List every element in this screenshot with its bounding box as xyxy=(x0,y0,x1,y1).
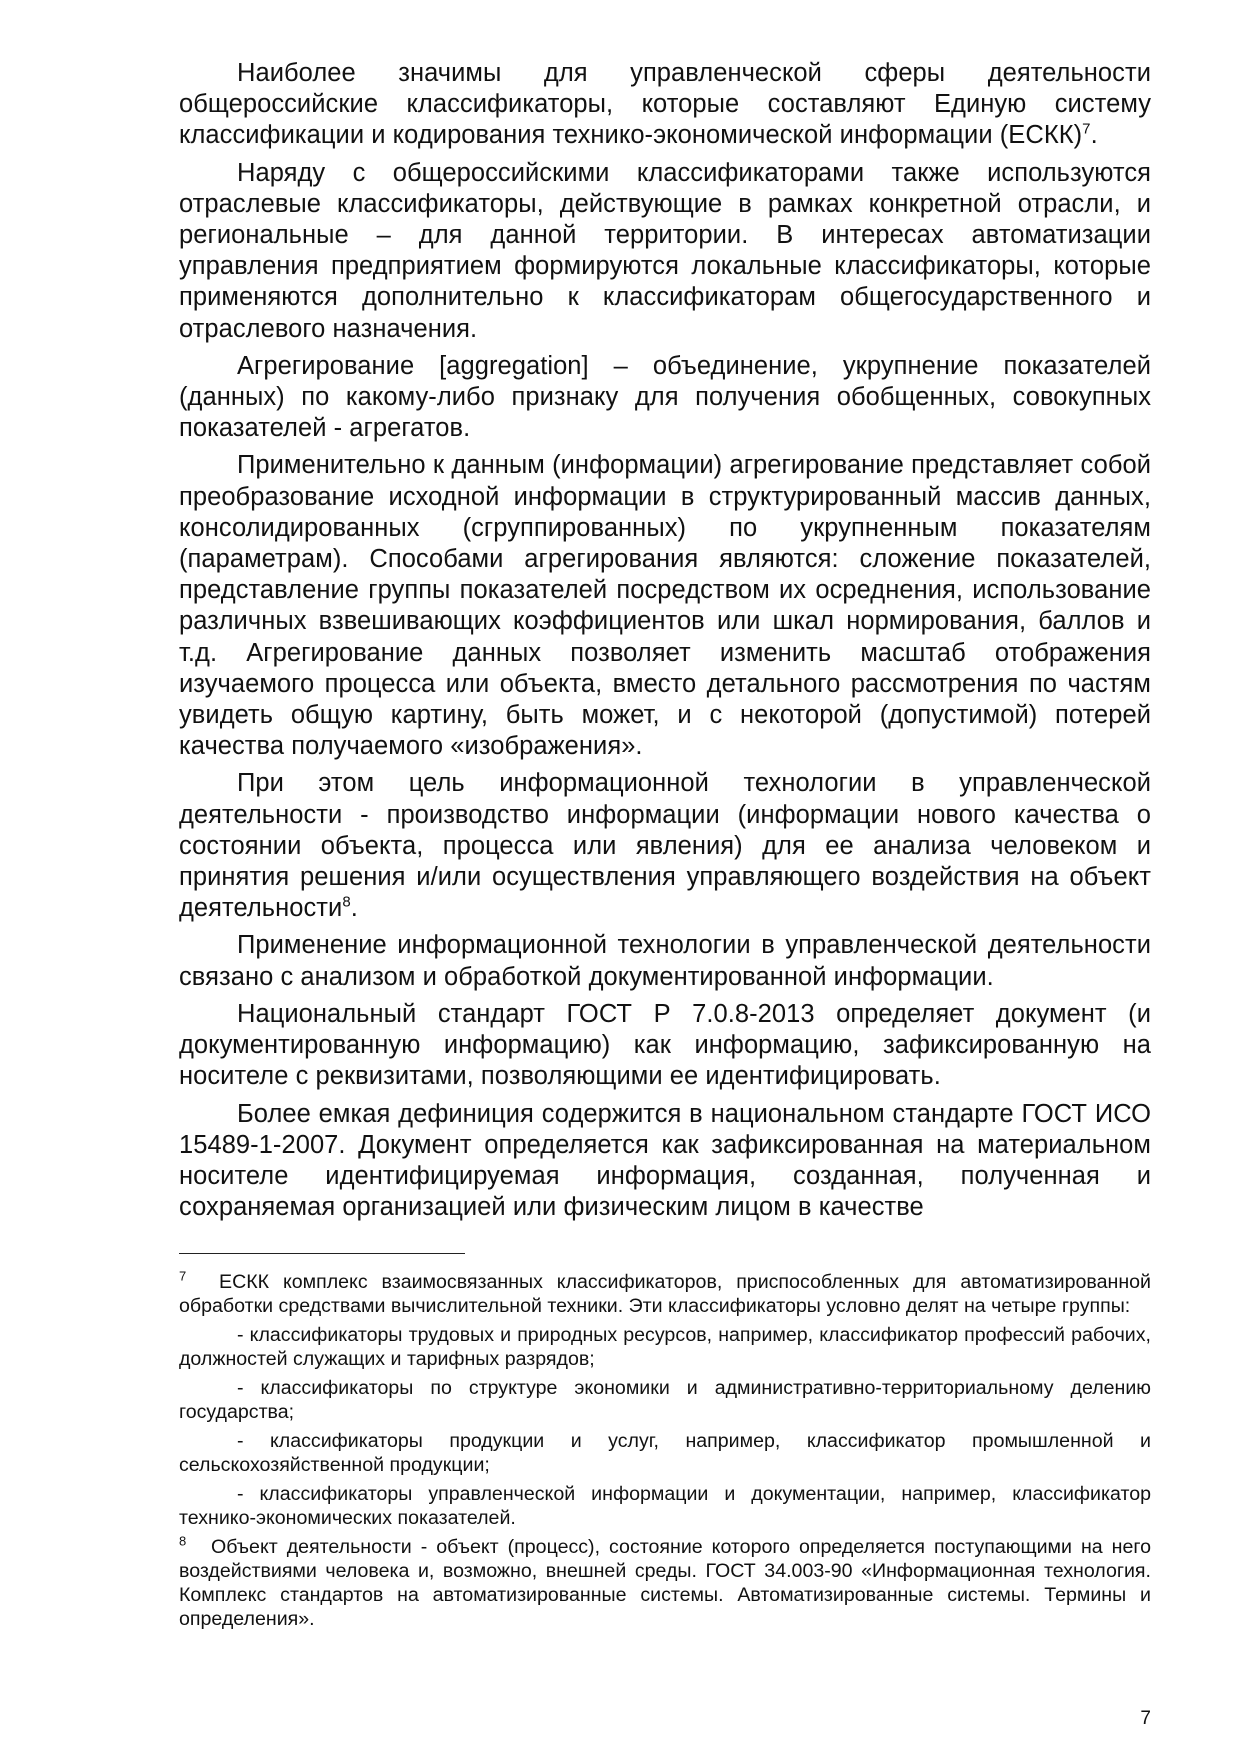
footnote-ref-8[interactable]: 8 xyxy=(342,893,351,911)
footnote-7 xyxy=(179,1270,1151,1318)
paragraph-5 xyxy=(179,768,1151,924)
footnotes xyxy=(179,1253,1151,1636)
paragraph-2: Наряду с общероссийскими классификаторами также используются отраслевые классификаторы, действующие в рамках конкретной отрасли, и региональные – для данной территории. В интересах автоматизации управления предприятием формируются локальные классификаторы, которые применяются дополнительно к классификаторам общегосударственного и отраслевого назначения. xyxy=(179,158,1151,343)
paragraph-4: Применительно к данным (информации) агрегирование представляет собой преобразование исходной информации в структурированный массив данных, консолидированных (сгруппированных) по укрупненным показателям (параметрам). Способами агрегирования являются: сложение показателей, представление группы показателей посредством их осреднения, использование различных взвешивающих коэффициентов или шкал нормирования, баллов и т.д. Агрегирование данных позволяет изменить масштаб отображения изучаемого процесса или объекта, вместо детального рассмотрения по частям увидеть общую картину, быть может, и с некоторой (допустимой) потерей качества получаемого «изображения». xyxy=(179,451,1151,761)
paragraph-5-tail: . xyxy=(350,894,358,923)
paragraph-5-text: При этом цель информационной технологии в управленческой деятельности - производство информации (информации нового качества о состоянии объекта, процесса или явления) для ее анализа человеком и принятия решения и/или осуществления управляющего воздействия на объект деятельности xyxy=(179,769,1151,923)
footnote-8-text: Объект деятельности - объект (процесс), состояние которого определяется поступающими на него воздействиями человека и, возможно, внешней среды. ГОСТ 34.003-90 «Информационная технология. Комплекс стандартов на автоматизированные системы. Автоматизированные системы. Термины и определения». xyxy=(179,1536,1151,1630)
main-text xyxy=(179,58,1151,1229)
paragraph-1-tail: . xyxy=(1090,121,1098,150)
footnote-7-item-1: - классификаторы трудовых и природных ресурсов, например, классификатор профессий рабочих, должностей служащих и тарифных разрядов; xyxy=(179,1324,1151,1370)
page-number: 7 xyxy=(1140,1708,1151,1729)
footnote-8 xyxy=(179,1535,1151,1631)
paragraph-7: Национальный стандарт ГОСТ Р 7.0.8-2013 определяет документ (и документированную информацию) как информацию, зафиксированную на носителе с реквизитами, позволяющими ее идентифицировать. xyxy=(179,999,1151,1091)
footnote-7-item-3: - классификаторы продукции и услуг, например, классификатор промышленной и сельскохозяйственной продукции; xyxy=(179,1430,1151,1476)
footnote-7-text: ЕСКК комплекс взаимосвязанных классификаторов, приспособленных для автоматизированной обработки средствами вычислительной техники. Эти классификаторы условно делят на четыре группы: xyxy=(179,1271,1151,1317)
paragraph-6: Применение информационной технологии в управленческой деятельности связано с анализом и обработкой документированной информации. xyxy=(179,931,1151,991)
paragraph-8: Более емкая дефиниция содержится в национальном стандарте ГОСТ ИСО 15489-1-2007. Документ определяется как зафиксированная на материальном носителе идентифицируемая информация, созданная, полученная и сохраняемая организацией или физическим лицом в качестве xyxy=(179,1099,1151,1222)
paragraph-1-text: Наиболее значимы для управленческой сферы деятельности общероссийские классификаторы, которые составляют Единую систему классификации и кодирования технико-экономической информации (ЕСКК) xyxy=(179,59,1151,150)
footnote-7-item-2: - классификаторы по структуре экономики и административно-территориальному делению государства; xyxy=(179,1377,1151,1423)
footnote-separator xyxy=(179,1253,465,1254)
footnote-7-item-4: - классификаторы управленческой информации и документации, например, классификатор технико-экономических показателей. xyxy=(179,1483,1151,1529)
footnote-ref-7[interactable]: 7 xyxy=(1082,120,1091,138)
footnote-8-number: 8 xyxy=(179,1533,187,1549)
footnote-7-number: 7 xyxy=(179,1268,187,1284)
paragraph-1 xyxy=(179,58,1151,152)
paragraph-3: Агрегирование [aggregation] – объединение, укрупнение показателей (данных) по какому-либо признаку для получения обобщенных, совокупных показателей - агрегатов. xyxy=(179,351,1151,443)
